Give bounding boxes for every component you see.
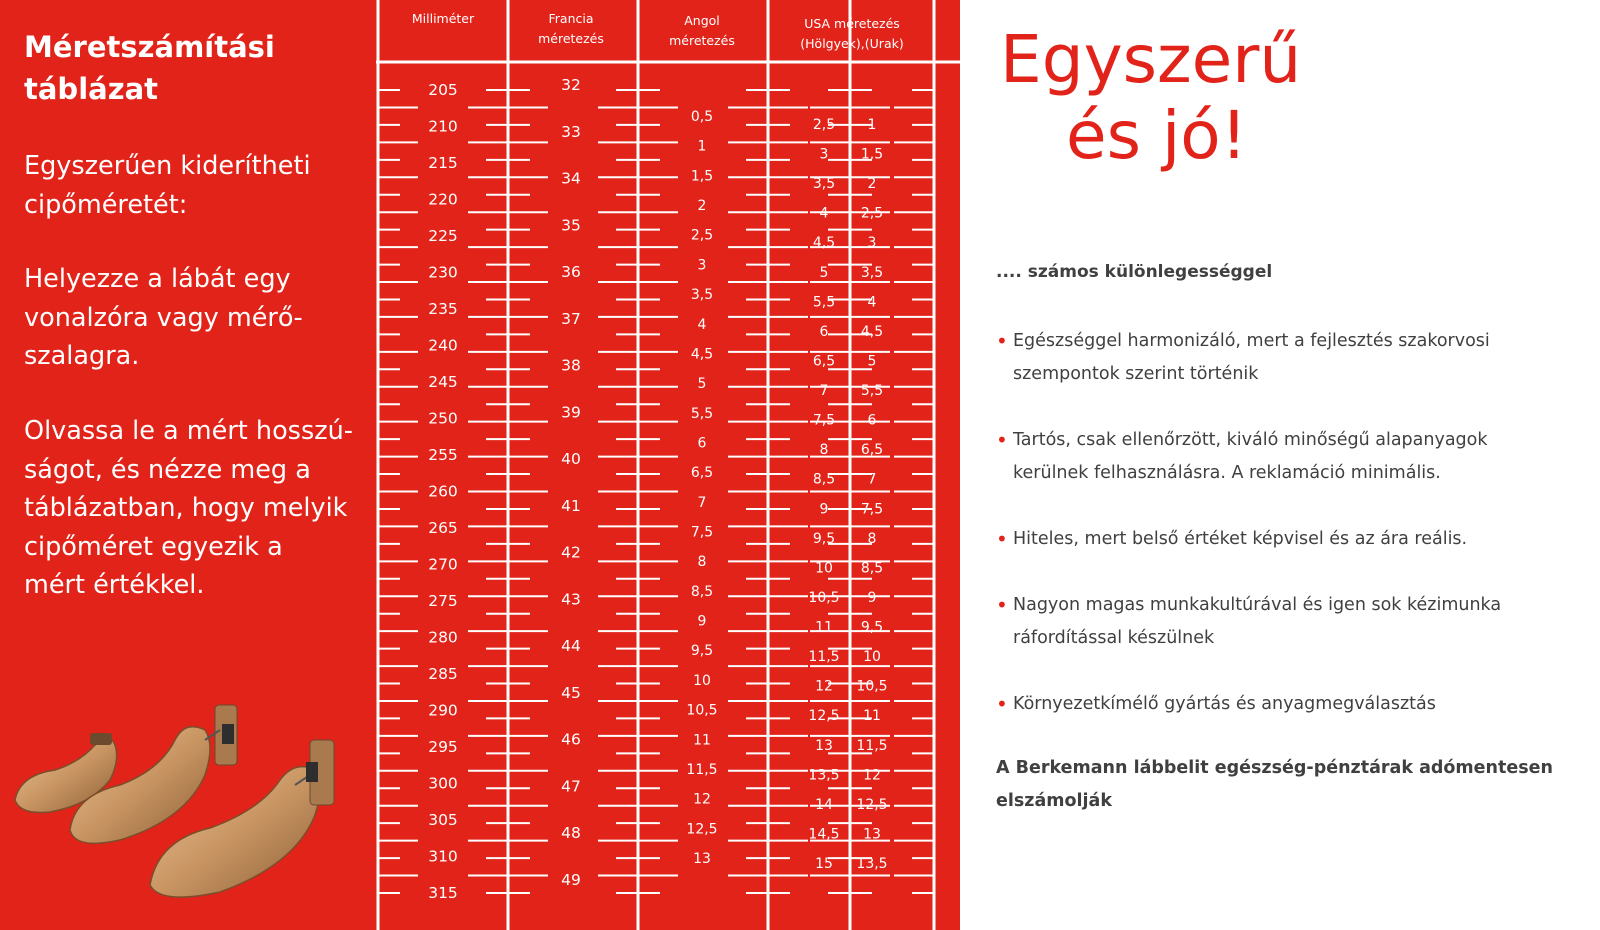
usa-men-size-value: 4 [867, 294, 877, 311]
feature-bullet [996, 325, 1556, 391]
instruction-line: vonalzóra vagy mérő- [24, 302, 303, 333]
usa-women-size-value: 10,5 [808, 589, 840, 606]
mm-value: 205 [428, 81, 458, 99]
intro-line: Egyszerűen kiderítheti [24, 151, 311, 181]
mm-value: 250 [428, 409, 458, 428]
intro-line: cipőméretét: [24, 189, 188, 220]
usa-women-size-value: 10 [815, 560, 833, 577]
instruction-line: Helyezze a lábát egy [24, 264, 291, 294]
instruction-line: ságot, és nézze meg a [24, 454, 311, 485]
usa-men-size-value: 1,5 [860, 146, 884, 163]
english-size-value: 10 [693, 672, 711, 689]
subheading: .... számos különlegességgel [996, 262, 1273, 282]
usa-women-size-value: 11 [815, 619, 833, 636]
mm-value: 230 [428, 263, 458, 282]
mm-value: 315 [428, 884, 458, 902]
bullet-line: szempontok szerint történik [1013, 364, 1259, 384]
usa-women-size-value: 6,5 [812, 353, 836, 370]
usa-men-size-value: 4,5 [860, 323, 884, 340]
usa-women-size-value: 14,5 [808, 826, 840, 843]
english-size-value: 13 [693, 851, 711, 867]
header-millimeter-label: Milliméter [411, 11, 475, 26]
usa-men-size-value: 6,5 [860, 442, 884, 459]
usa-women-size-value: 8,5 [812, 471, 836, 488]
usa-men-size-value: 8,5 [860, 560, 884, 577]
english-size-value: 1,5 [690, 168, 714, 185]
usa-men-size-value: 12,5 [856, 796, 888, 813]
size-conversion-table [376, 0, 960, 930]
french-size-value: 35 [561, 216, 581, 235]
usa-men-size-value: 8 [867, 530, 877, 547]
english-size-value: 4 [697, 316, 707, 333]
french-size-value: 43 [561, 590, 581, 609]
english-size-value: 3 [697, 257, 707, 274]
french-size-value: 34 [561, 169, 581, 188]
usa-men-size-value: 1 [867, 117, 877, 133]
headline [1000, 22, 1301, 174]
english-size-value: 9 [697, 613, 707, 630]
english-size-value: 0,5 [690, 109, 714, 125]
chart-title-line2: táblázat [24, 72, 159, 106]
header-french-line2: méretezés [538, 31, 604, 46]
bullet-line: Nagyon magas munkakultúrával és igen sok kézimunka [1013, 595, 1502, 615]
french-size-value: 42 [561, 543, 581, 562]
usa-men-size-value: 13,5 [856, 856, 888, 872]
bullet-line: Egészséggel harmonizáló, mert a fejlesztés szakorvosi [1013, 331, 1490, 351]
bullet-dot-icon: • [996, 428, 1008, 452]
instruction-line: szalagra. [24, 341, 140, 371]
english-size-value: 6 [697, 435, 707, 452]
instruction-line: táblázatban, hogy melyik [24, 493, 348, 523]
english-size-value: 2 [697, 198, 707, 215]
usa-men-size-value: 5,5 [860, 383, 884, 400]
mm-value: 275 [428, 592, 458, 610]
usa-women-size-value: 5,5 [812, 294, 836, 311]
feature-bullet [996, 688, 1556, 721]
french-size-value: 37 [561, 309, 581, 328]
mm-value: 210 [428, 117, 458, 136]
usa-men-size-value: 11,5 [856, 737, 888, 754]
mm-value: 225 [428, 227, 458, 245]
french-size-value: 46 [561, 730, 581, 749]
bullet-dot-icon: • [996, 692, 1008, 716]
chart-title [24, 26, 354, 110]
headline-line2: és jó! [1066, 97, 1248, 174]
usa-men-size-value: 12 [863, 767, 881, 784]
usa-women-size-value: 2,5 [812, 117, 836, 133]
usa-women-size-value: 8 [819, 442, 829, 459]
bullet-line: Környezetkímélő gyártás és anyagmegválasztás [1013, 694, 1436, 714]
french-size-value: 36 [561, 263, 581, 282]
feature-panel [960, 0, 1600, 930]
usa-men-size-value: 3 [867, 235, 877, 252]
usa-women-size-value: 13 [815, 737, 833, 754]
mm-value: 235 [428, 300, 458, 318]
usa-women-size-value: 9 [819, 501, 829, 518]
instruction-measure [24, 260, 369, 376]
french-size-value: 48 [561, 824, 581, 843]
feature-bullet [996, 589, 1556, 655]
english-size-value: 6,5 [690, 465, 714, 482]
usa-men-size-value: 2 [867, 176, 877, 193]
usa-women-size-value: 4 [819, 205, 829, 222]
french-size-value: 33 [561, 122, 581, 141]
english-size-value: 9,5 [690, 643, 714, 660]
english-size-value: 12 [693, 791, 711, 808]
french-size-value: 41 [561, 496, 581, 515]
usa-women-size-value: 3,5 [812, 176, 836, 193]
header-english [669, 13, 735, 48]
header-english-line1: Angol [684, 13, 720, 28]
usa-women-size-value: 3 [819, 146, 829, 163]
usa-men-size-value: 5 [867, 353, 877, 370]
usa-men-size-value: 2,5 [860, 205, 884, 222]
english-size-value: 8 [697, 554, 707, 571]
header-english-line2: méretezés [669, 33, 735, 48]
french-size-value: 45 [561, 683, 581, 702]
english-size-value: 2,5 [690, 227, 714, 244]
usa-women-size-value: 13,5 [808, 767, 840, 784]
mm-value: 240 [428, 336, 458, 355]
footer-line: elszámolják [996, 791, 1112, 811]
english-size-value: 11 [693, 732, 711, 749]
english-size-value: 12,5 [686, 821, 718, 838]
usa-men-size-value: 13 [863, 826, 881, 843]
bullet-dot-icon: • [996, 527, 1008, 551]
header-usa-line1: USA méretezés [804, 16, 900, 31]
french-size-value: 44 [561, 637, 581, 656]
english-size-value: 4,5 [690, 346, 714, 363]
chart-title-line1: Méretszámítási [24, 30, 275, 64]
mm-value: 245 [428, 373, 458, 391]
footer-line: A Berkemann lábbelit egészség-pénztárak adómentesen [996, 758, 1553, 778]
english-size-value: 3,5 [690, 287, 714, 304]
english-size-value: 8,5 [690, 583, 714, 600]
usa-men-size-value: 7 [867, 471, 877, 488]
usa-men-size-value: 7,5 [860, 501, 884, 518]
usa-men-size-value: 3,5 [860, 264, 884, 281]
usa-women-size-value: 14 [815, 796, 833, 813]
mm-value: 295 [428, 738, 458, 756]
header-usa [800, 16, 903, 51]
english-size-value: 7,5 [690, 524, 714, 541]
english-size-value: 5 [697, 376, 707, 393]
mm-value: 260 [428, 482, 458, 501]
table-grid [376, 0, 960, 930]
instruction-line: mért értékkel. [24, 570, 205, 600]
bullet-dot-icon: • [996, 593, 1008, 617]
instruction-line: cipőméret egyezik a [24, 531, 283, 562]
english-size-value: 11,5 [686, 761, 718, 778]
usa-women-size-value: 4,5 [812, 235, 836, 252]
usa-women-size-value: 5 [819, 264, 829, 281]
header-usa-line2: (Hölgyek),(Urak) [800, 36, 904, 51]
bullet-line: Tartós, csak ellenőrzött, kiváló minőségű alapanyagok [1013, 430, 1488, 450]
usa-men-size-value: 9,5 [860, 619, 884, 636]
instruction-read [24, 412, 369, 605]
bullet-line: ráfordítással készülnek [1013, 628, 1215, 648]
usa-women-size-value: 6 [819, 323, 829, 340]
usa-women-size-value: 15 [815, 856, 833, 872]
headline-line1: Egyszerű [1000, 21, 1302, 98]
english-size-value: 5,5 [690, 405, 714, 422]
footer-note [996, 752, 1556, 818]
usa-women-size-value: 7 [819, 383, 829, 400]
usa-women-size-value: 12,5 [808, 708, 840, 725]
shoe-lasts-image [10, 700, 360, 900]
instruction-line: Olvassa le a mért hosszú- [24, 416, 353, 446]
usa-women-size-value: 7,5 [812, 412, 836, 429]
mm-value: 285 [428, 665, 458, 683]
bullet-line: kerülnek felhasználásra. A reklamáció minimális. [1013, 463, 1441, 483]
header-french [538, 11, 604, 46]
mm-value: 255 [428, 446, 458, 464]
usa-men-size-value: 6 [867, 412, 877, 429]
mm-value: 310 [428, 847, 458, 866]
usa-men-size-value: 10,5 [856, 678, 888, 695]
usa-women-size-value: 12 [815, 678, 833, 695]
french-size-value: 32 [561, 76, 581, 94]
mm-value: 220 [428, 190, 458, 209]
feature-bullet [996, 523, 1556, 556]
french-size-value: 38 [561, 356, 581, 375]
mm-value: 290 [428, 701, 458, 720]
bullet-line: Hiteles, mert belső értéket képvisel és az ára reális. [1013, 529, 1468, 549]
usa-men-size-value: 9 [867, 589, 877, 606]
usa-men-size-value: 10 [863, 649, 881, 666]
usa-women-size-value: 9,5 [812, 530, 836, 547]
french-size-value: 47 [561, 777, 581, 796]
french-size-value: 39 [561, 403, 581, 422]
mm-value: 305 [428, 811, 458, 829]
french-size-value: 40 [561, 450, 581, 469]
english-size-value: 1 [697, 138, 707, 155]
mm-value: 300 [428, 774, 458, 793]
bullet-dot-icon: • [996, 329, 1008, 353]
feature-bullet [996, 424, 1556, 490]
mm-value: 265 [428, 519, 458, 537]
usa-women-size-value: 11,5 [808, 649, 840, 666]
french-size-value: 49 [561, 871, 581, 889]
english-size-value: 7 [697, 494, 707, 511]
usa-men-size-value: 11 [863, 708, 881, 725]
mm-value: 280 [428, 628, 458, 647]
intro-text [24, 147, 369, 224]
english-size-value: 10,5 [686, 702, 718, 719]
header-french-line1: Francia [548, 11, 594, 26]
mm-value: 270 [428, 555, 458, 574]
table-values [428, 76, 887, 902]
mm-value: 215 [428, 154, 458, 172]
header-millimeter [412, 11, 475, 26]
